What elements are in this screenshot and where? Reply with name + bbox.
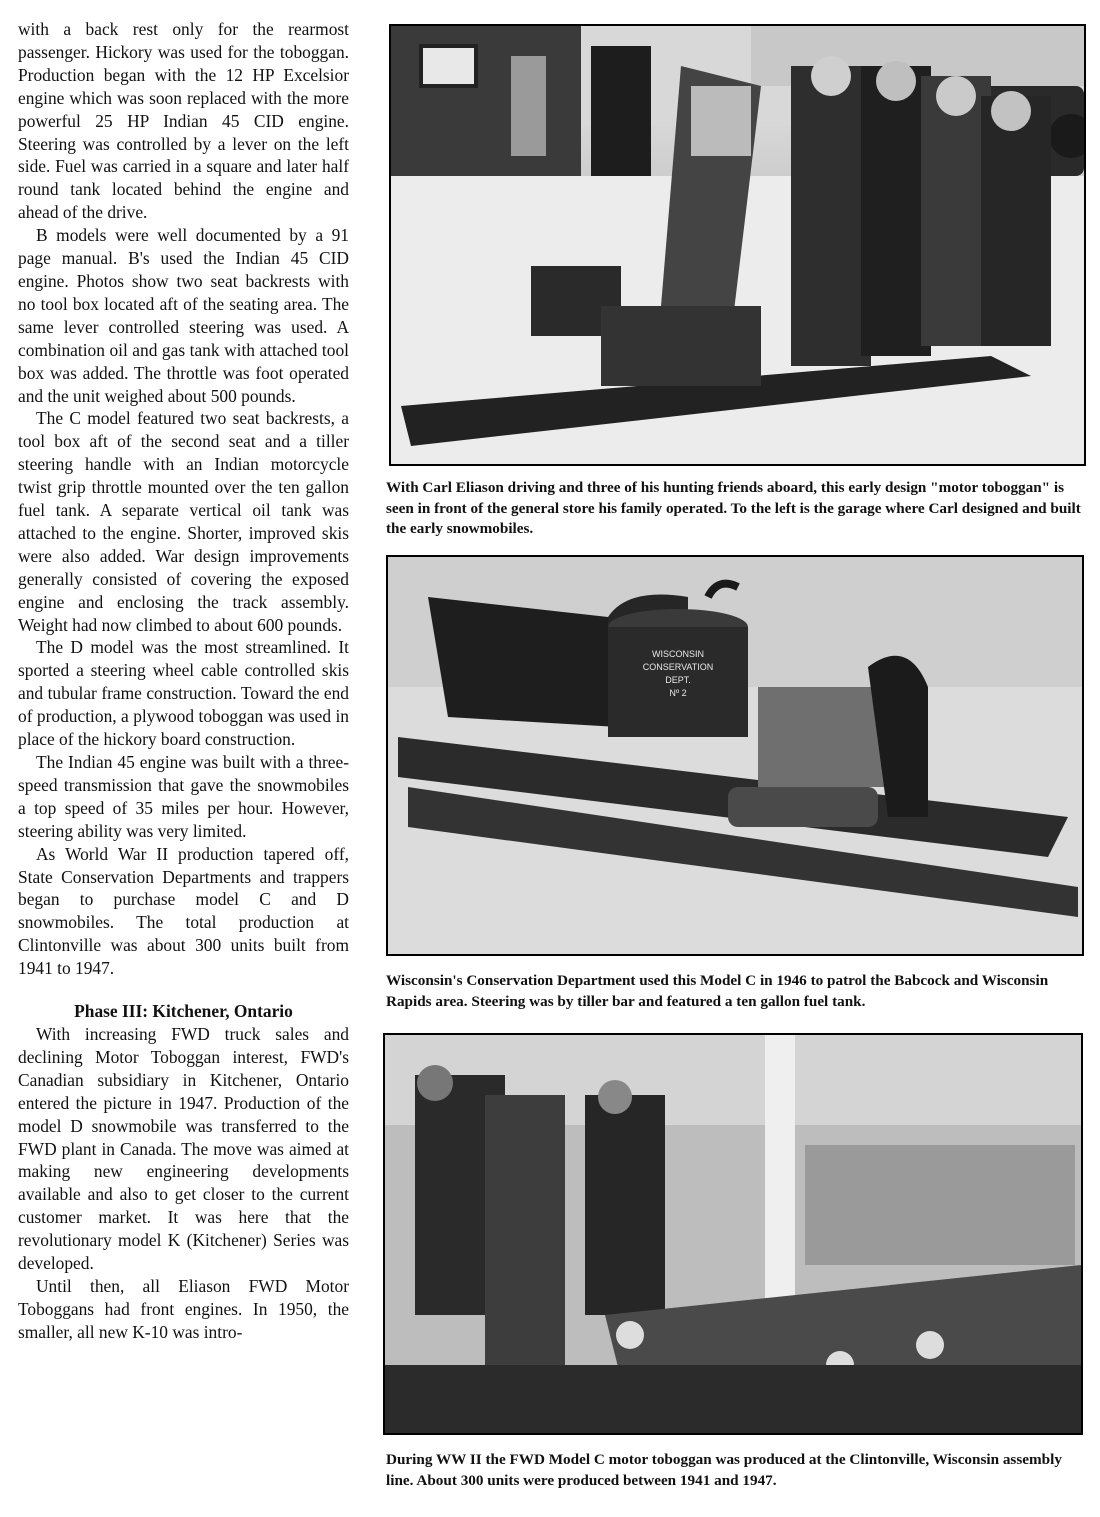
paragraph-6: As World War II production tapered off, State Conservation Departments and trappers began to purchase model C and D snowmobiles. The total production at Clintonville was about 300 units built from 1941 to 1947.: [18, 843, 349, 979]
left-text-column: [18, 18, 349, 1344]
paragraph-5: The Indian 45 engine was built with a three-speed transmission that gave the snowmobiles a top speed of 35 miles per hour. However, steering ability was very limited.: [18, 752, 349, 841]
tank-text-line-2: CONSERVATION: [642, 662, 714, 672]
photo-model-c-snowmobile-icon: [388, 557, 1082, 954]
photo-motor-toboggan-with-passengers-icon: [391, 26, 1084, 464]
tank-text-line-3: DEPT.: [665, 675, 691, 685]
section-heading: Phase III: Kitchener, Ontario: [74, 1001, 293, 1022]
paragraph-3: The C model featured two seat backrests, a tool box aft of the second seat and a tiller steering handle with an Indian motorcycle twist grip throttle mounted over the ten gallon fuel tank. A separate vertical oil tank was attached to the engine. Shorter, improved skis were also added. War design improvements generally consisted of covering the exposed engine and enclosing the track assembly. Weight had now climbed to about 600 pounds.: [18, 408, 349, 635]
tank-text-line-4: Nº 2: [669, 688, 687, 698]
paragraph-2: B models were well documented by a 91 page manual. B's used the Indian 45 CID engine. Photos show two seat backrests with no tool box located aft of the seating area. The same lever controlled steering was used. A combination oil and gas tank with attached tool box was added. The throttle was foot operated and the unit weighed about 500 pounds.: [18, 225, 349, 406]
caption-3: During WW II the FWD Model C motor toboggan was produced at the Clintonville, Wisconsin assembly line. About 300 units were produced between 1941 and 1947.: [386, 1451, 1062, 1489]
paragraph-4: The D model was the most streamlined. It sported a steering wheel cable controlled skis and tubular frame construction. Toward the end of production, a plywood toboggan was used in place of the hickory board construction.: [18, 637, 349, 750]
paragraph-7: With increasing FWD truck sales and declining Motor Toboggan interest, FWD's Canadian subsidiary in Kitchener, Ontario entered the picture in 1947. Production of the model D snowmobile was transferred to the FWD plant in Canada. The move was aimed at making new engineering developments available and also to get closer to the current customer market. It was here that the revolutionary model K (Kitchener) Series was developed.: [18, 1023, 349, 1274]
paragraph-1: with a back rest only for the rearmost passenger. Hickory was used for the toboggan. Production began with the 12 HP Excelsior engine which was soon replaced with the more powerful 25 HP Indian 45 CID engine. Steering was controlled by a lever on the left side. Fuel was carried in a square and later half round tank located behind the engine and ahead of the drive.: [18, 19, 349, 223]
caption-1: With Carl Eliason driving and three of his hunting friends aboard, this early design "motor toboggan" is seen in front of the general store his family operated. To the left is the garage where Carl designed and built the early snowmobiles.: [386, 479, 1081, 537]
photo-3: [383, 1033, 1083, 1435]
photo-1: [389, 24, 1086, 466]
tank-text-line-1: WISCONSIN: [651, 649, 705, 659]
caption-2: Wisconsin's Conservation Department used this Model C in 1946 to patrol the Babcock and Wisconsin Rapids area. Steering was by tiller bar and featured a ten gallon fuel tank.: [386, 972, 1049, 1010]
photo-assembly-line-icon: [385, 1035, 1081, 1433]
photo-2: [386, 555, 1084, 956]
paragraph-8: Until then, all Eliason FWD Motor Toboggans had front engines. In 1950, the smaller, all new K-10 was intro-: [18, 1275, 349, 1342]
